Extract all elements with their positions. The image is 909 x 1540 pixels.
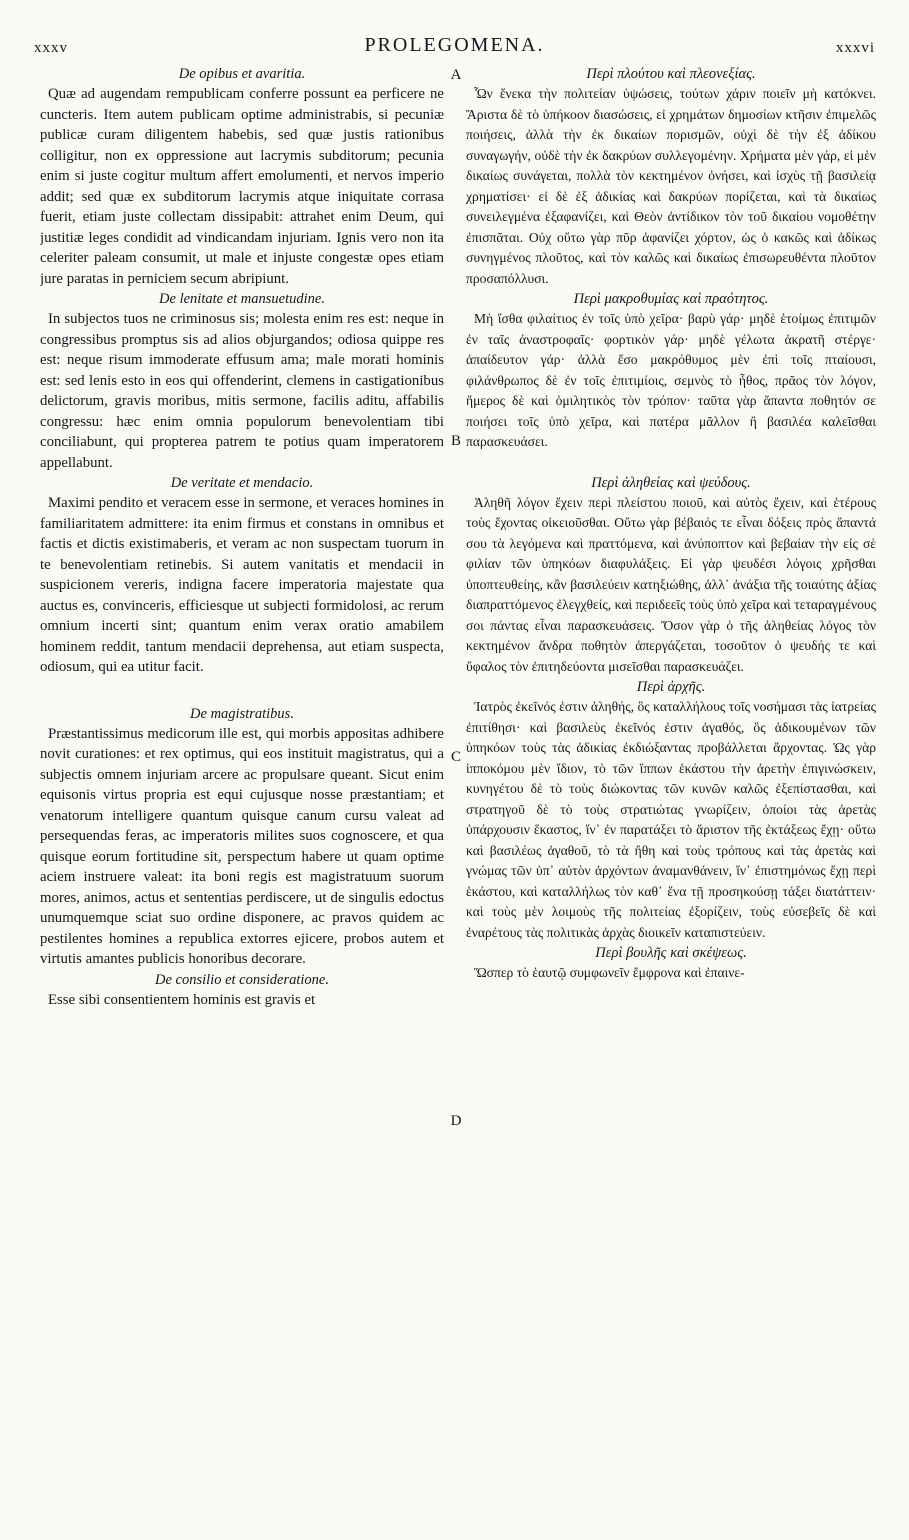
section-text: Μὴ ἴσθα φιλαίτιος ἐν τοῖς ὑπὸ χεῖρα· βαρὺ γάρ· μηδὲ ἑτοίμως ἐπιτιμῶν ἐν ταῖς ἀναστροφαῖς· φορτικὸν γάρ· μηδὲ γέλωτα ἀκρατῆ στέργε· ἀπαίδευτον γάρ· ἀλλὰ ἔσο μακρόθυμος μὲν ἐπὶ τοῖς πταίουσι, φιλάνθρωπος δὲ ἐν τοῖς ἐπιτιμίοις, σεμνὸς τὸ ἦθος, πρᾶος τὸν λόγον, ἥμερος δὲ καὶ ὁμιλητικὸς τὸν τρόπον· ταῦτα γὰρ ἅπαντα ποθητόν σε ποιήσει τοῖς ὑπὸ χεῖρα, καὶ πατέρα μᾶλλον ἢ βασιλέα καλεῖσθαι παρασκευάσει.	[466, 311, 876, 449]
section-text: Ὥσπερ τὸ ἑαυτῷ συμφωνεῖν ἔμφρονα καὶ ἐπαινε-	[474, 965, 745, 980]
section-text: Ἰατρὸς ἐκεῖνός ἐστιν ἀληθής, ὃς καταλλήλους τοῖς νοσήμασι τὰς ἰατρείας ἐπιτίθησι· καὶ βασιλεὺς ἐκεῖνός ἐστιν ἀγαθός, ὃς ἀδικουμένων τῶν ὑπηκόων τοὺς τὰς ἀδικίας ἐκδιώξαντας προβάλλεται ἄρχοντας. Ὡς γὰρ ἱπποκόμου μὲν ἴδιον, τὸ τῶν ἵππων ἑκάστου τὴν ἀρετὴν ἐπιγινώσκειν, κυνηγέτου δὲ τὸ τοὺς διώκοντας τῶν κυνῶν καλῶς ἐξεπίστασθαι, καὶ στρατηγοῦ δὲ τὸ τοὺς στρατιώτας γνωρίζειν, ὁποίοι τὰς ἀρετὰς ὑπάρχουσιν ἕκαστος, ἵν᾽ ἐν παρατάξει τὸ ἄριστον τῆς ἐκτάξεως ἔχῃ· οὕτω καὶ βασιλέως ἀγαθοῦ, τὸ τὰ ἤθη καὶ τοὺς τρόπους καὶ τὰς ἀρετὰς καὶ γνώμας τῶν ὑπ᾽ αὐτὸν ἀρχόντων ἀναμανθάνειν, ἵν᾽ ἐπιστημόνως ἔχῃ περὶ ἑκάστου, καὶ καταλλήλως τὸν καθ᾽ ἕνα τῇ προσηκούσῃ τάξει διατάττειν· καὶ τοὺς μὲν λοιμοὺς τῆς πολιτείας ἐξορίζειν, τοὺς εὐσεβεῖς δὲ καὶ ἐναρέτους τὰς πολιτικὰς ἀρχὰς διοικεῖν καταπιστεύειν.	[466, 699, 876, 940]
section-text: Ὧν ἕνεκα τὴν πολιτείαν ὑψώσεις, τούτων χάριν ποιεῖν μὴ κατόκνει. Ἄριστα δὲ τὸ ὑπήκοον διασώσεις, εἰ χρημάτων δημοσίων κτῆσιν ἐπιμελῶς ποιήσεις, ἀλλὰ τὴν ἐκ δικαίων πορισμῶν, οὐχὶ δὲ τὴν ἐξ ἀδίκου συναγωγήν, οὐδὲ τὴν ἐκ δακρύων συλλεγομένην. Χρήματα μὲν γάρ, εἰ μὲν δικαίως συνάγεται, πολλὰ τὸν κεκτημένον ὀνήσει, καὶ ἰσχὺς τῇ βασιλείᾳ χρηματίσει· εἰ δὲ ἐξ ἀδικίας καὶ δακρύων πορίζεται, καὶ τὰ δικαίως συνειλεγμένα ἐξαφανίζει, καὶ Θεὸν ἀντίδικον τὸν τοῦ δικαίου νομοθέτην ἐπισπᾶται. Οὐχ οὕτω γὰρ πῦρ ἀφανίζει χόρτον, ὡς ὁ κακῶς καὶ ἀδίκως συνηγμένος πλοῦτος, καὶ τὸν καλῶς καὶ δικαίως ἐπισωρευθέντα πλοῦτον προσαπόλλυσι.	[466, 86, 876, 286]
greek-section-aletheias	[466, 473, 876, 678]
right-page-number: xxxvi	[835, 40, 875, 56]
margin-letter-c: C	[450, 749, 461, 765]
margin-letter-d: D	[450, 1113, 462, 1129]
section-spacer	[40, 678, 444, 704]
greek-column	[466, 64, 876, 984]
latin-section-consilio	[40, 970, 444, 1011]
left-page-number: xxxv	[34, 40, 68, 56]
section-heading: De consilio et consideratione.	[155, 971, 329, 988]
section-heading: De veritate et mendacio.	[170, 475, 314, 491]
latin-section-veritate	[40, 473, 444, 678]
latin-section-magistratibus	[40, 704, 444, 970]
latin-section-opibus	[40, 64, 444, 289]
greek-section-boules	[466, 943, 876, 984]
section-heading: De opibus et avaritia.	[178, 66, 306, 82]
section-heading: Περὶ ἀρχῆς.	[636, 679, 706, 695]
section-heading: De lenitate et mansuetudine.	[159, 291, 325, 307]
margin-letter-b: B	[450, 433, 461, 449]
latin-column	[40, 64, 444, 1010]
section-heading: Περὶ βουλῆς καὶ σκέψεως.	[595, 945, 747, 961]
section-text: Præstantissimus medicorum ille est, qui morbis appositas adhibere novit curationes: et rex optimus, qui eos instituit magistratus, qui a subjectis omnem injuriam arcere ac propulsare queant. Sicut enim equisonis virtus propria est equi cujusque nosse præstantiam; et venatorum intelligere quantum quisque canum cursu valeat ad persequendas feras, ac imperatoris milites suos cognoscere, et qua quisque eorum fortitudine sit, perspectum habere ut quam optime aciem instruere valeat: ita boni regis est magistratuum suorum mores, animos, actus et sententias perdiscere, ut de singulis edoctus unumquemque sciat suo ordine disponere, ac pravos quidem ac pestilentes homines a republica extorres ejicere, probos autem et virtutis amantes publicis honoribus decorare.	[40, 725, 444, 967]
section-heading: De magistratibus.	[190, 705, 294, 722]
greek-section-arches	[466, 677, 876, 943]
section-text: Esse sibi consentientem hominis est gravis et	[48, 991, 316, 1008]
section-heading: Περὶ μακροθυμίας καὶ πραότητος.	[573, 291, 769, 307]
section-text: Quæ ad augendam rempublicam conferre possunt ea perficere ne cuncteris. Item autem publicam optime administrabis, si pecuniæ publicæ curam diligentem habebis, sed quæ justis rationibus colligitur, non ex oppressione aut lacrymis subditorum; pecunia enim si juste cogitur multum affert emolumenti, et nervos imperio addit; sed quæ ex subditorum lacrymis atque iniquitate corrasa fuerit, etiam juste collectam dissipabit: attrahet enim Deum, qui justitiæ leges condidit ad vindicandam injuriam. Ignis vero non ita celeriter paleam consumit, ut male et injuste congestæ opes etiam jure paratas in perniciem secum abripiunt.	[40, 86, 444, 287]
section-heading: Περὶ ἀληθείας καὶ ψεύδους.	[591, 474, 751, 491]
running-title: PROLEGOMENA.	[364, 34, 545, 56]
section-text: Ἀληθῆ λόγον ἔχειν περὶ πλείστου ποιοῦ, καὶ αὐτὸς ἔχειν, καὶ ἑτέρους τοὺς ἔχοντας οἰκειοῦσθαι. Οὕτω γὰρ βέβαιός τε εἶναι δόξεις πρὸς ἅπαντά σου τὰ λεγόμενα καὶ πραττόμενα, καὶ ἀνύποπτον καὶ βεβαίαν τὴν εἰς σὲ φιλίαν τῶν ὑπηκόων διαφυλάξεις. Εἰ γὰρ ψευδέσι λόγοις χρῆσθαι ὑποπτευθείης, κἂν βασιλεύειν κατηξιώθης, ἀλλ᾽ ἀνάξια τῆς τοιαύτης ἀξίας διαπραττόμενος ἐλεγχθείς, καὶ περιδεεῖς τοὺς ὑπὸ χεῖρα καὶ τεταραγμένους σοι πάντας εἶναι παρασκευάσεις. Ὅσον γὰρ ὁ τῆς ἀληθείας λόγος τὸν κεκτημένον ἄνδρα ποθητὸν ἀπεργάζεται, τοσοῦτον ὁ ψευδής τε καὶ ὕφαλος τὸν ἐπιτηδεύοντα μισεῖσθαι παρασκευάζει.	[466, 494, 876, 674]
latin-section-lenitate	[40, 289, 444, 473]
section-text: Maximi pendito et veracem esse in sermone, et veraces homines in familiaritatem admittere: ita enim firmus et constans in omnibus et factis et dictis existimaberis, et veram ac non suspectam tuorum in te benevolentiam retinebis. Si autem vanitatis et mendacii in suspicionem vereris, indigna facere imperatoria majestate qua auctus es, convinceris, efficiesque ut subjecti formidolosi, ac rerum omnium incerti sint; quantum enim verax oratio amabilem hominem reddit, tantum mendacii deprehensa, aut etiam suspecta, odiosum, qui ea utitur facit.	[40, 495, 444, 675]
greek-section-ploutou	[466, 64, 876, 289]
section-heading: Περὶ πλούτου καὶ πλεονεξίας.	[586, 66, 756, 82]
section-spacer	[466, 453, 876, 473]
margin-letter-a: A	[450, 67, 462, 83]
section-text: In subjectos tuos ne criminosus sis; molesta enim res est: neque in congressibus promptus sis ad alios objurgandos; odiosa quippe res est: neque risum immoderate effusum ama; male morati hominis est: sed lenis esto in eos qui offenderint, clemens in castigationibus delictorum, gravis moribus, mitis sermone, facilis aditu, affabilis congressu: hæc enim omnia populorum benevolentiam tibi conciliabunt, qui propterea patrem te potius quam imperatorem appellabunt.	[40, 311, 444, 471]
greek-section-makrothymias	[466, 289, 876, 453]
